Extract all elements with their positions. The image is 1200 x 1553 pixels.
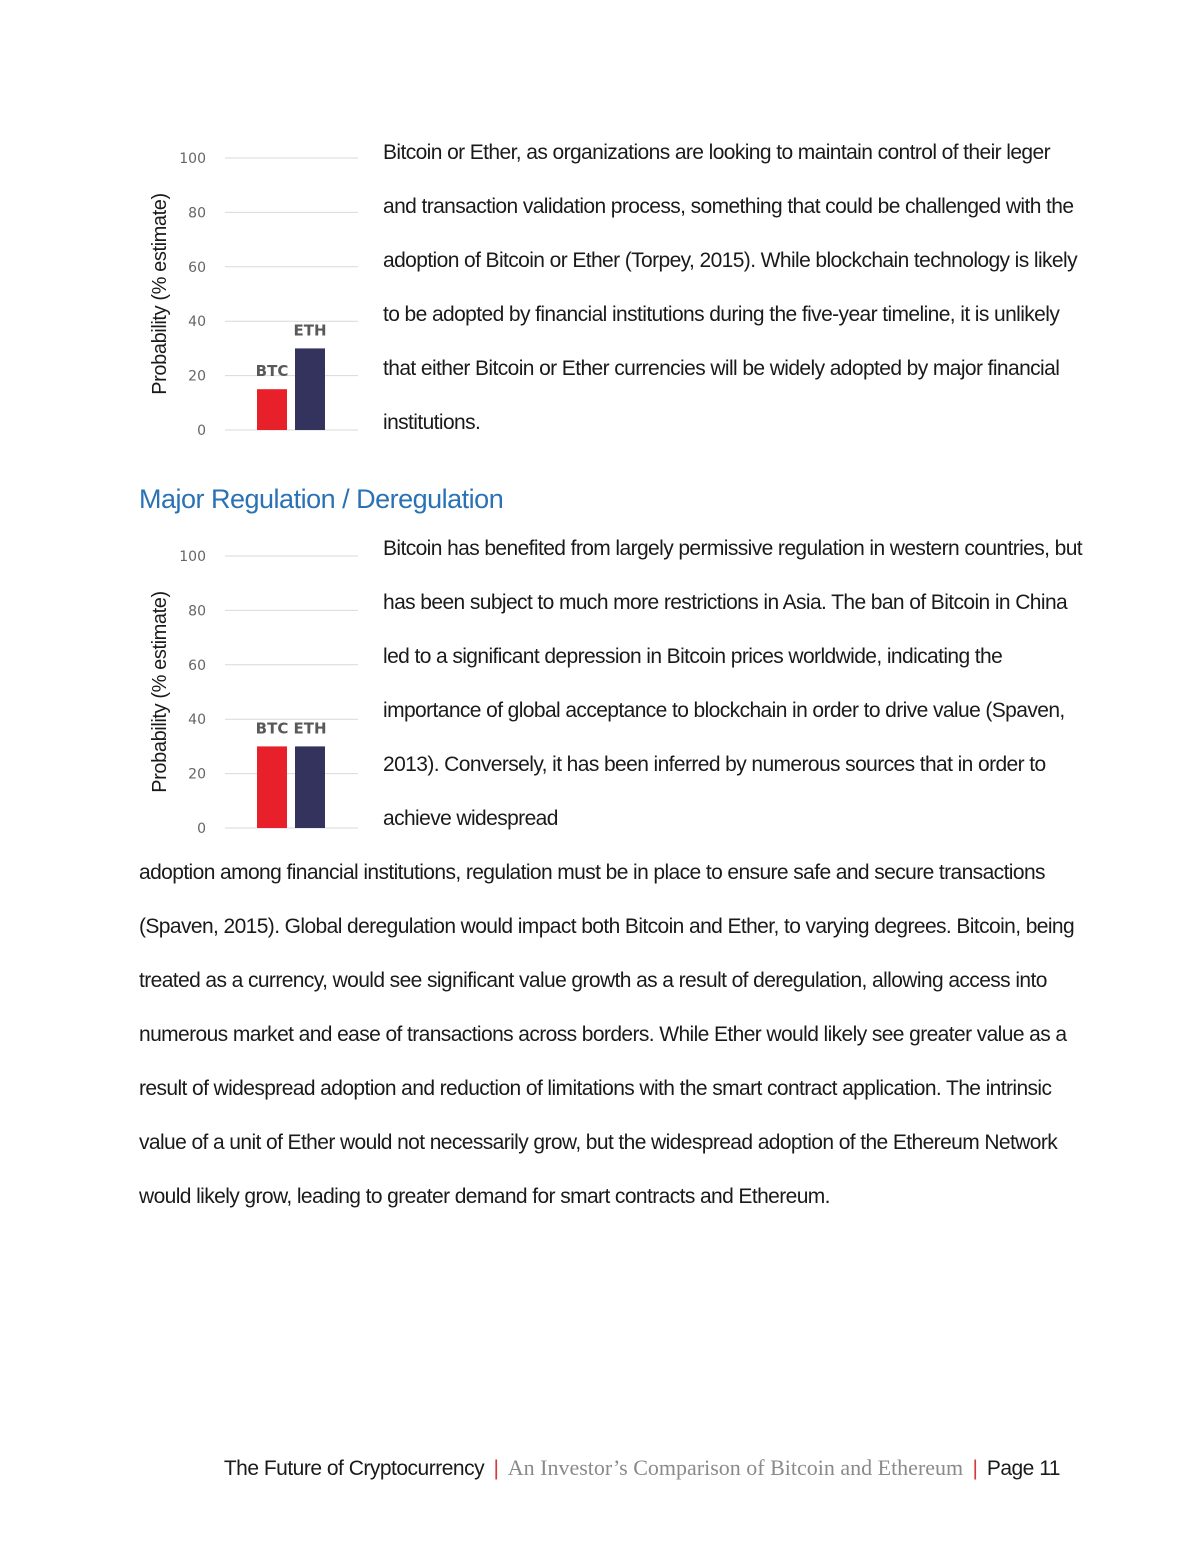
y-tick-label: 20: [188, 766, 206, 783]
y-tick-label: 60: [188, 259, 206, 276]
y-tick-label: 40: [188, 314, 206, 331]
footer-subtitle: An Investor’s Comparison of Bitcoin and Ethereum: [507, 1455, 964, 1480]
footer-separator: |: [972, 1457, 978, 1480]
regulation-paragraph-side: Bitcoin has benefited from largely permissive regulation in western countries, but has been subject to much more restrictions in Asia. The ban of Bitcoin in China led to a significant depression in Bitcoin prices worldwide, indicating the importance of global acceptance to blockchain in order to drive value (Spaven, 2013). Conversely, it has been inferred by numerous sources that in order to achieve widespread: [383, 537, 1083, 830]
bar-chart-svg: [140, 538, 370, 838]
page-footer: [0, 1455, 1060, 1481]
adoption-paragraph: Bitcoin or Ether, as organizations are looking to maintain control of their leger and transaction validation process, something that could be challenged with the adoption of Bitcoin or Ether (Torpey, 2015). While blockchain technology is likely to be adopted by financial institutions during the five-year timeline, it is unlikely that either Bitcoin or Ether currencies will be widely adopted by major financial institutions.: [383, 141, 1077, 434]
y-axis-label: Probability (% estimate): [149, 193, 171, 395]
y-tick-label: 60: [188, 657, 206, 674]
bar-label: BTC: [255, 362, 289, 381]
y-axis-label: Probability (% estimate): [149, 591, 171, 793]
bar-eth: [295, 348, 325, 430]
regulation-paragraph-full: adoption among financial institutions, regulation must be in place to ensure safe and secure transactions (Spaven, 2015). Global deregulation would impact both Bitcoin and Ether, to varying degrees. Bitcoin, being treated as a currency, would see significant value growth as a result of deregulation, allowing access into numerous market and ease of transactions across borders. While Ether would likely see greater value as a result of widespread adoption and reduction of limitations with the smart contract application. The intrinsic value of a unit of Ether would not necessarily grow, but the widespread adoption of the Ethereum Network would likely grow, leading to greater demand for smart contracts and Ethereum.: [139, 861, 1075, 1208]
bar-chart-svg: [140, 140, 370, 440]
y-tick-label: 0: [197, 821, 206, 837]
bar-label: BTC: [255, 719, 289, 738]
bar-label: ETH: [293, 719, 327, 738]
footer-page-number: Page 11: [986, 1457, 1060, 1480]
bar-btc: [257, 389, 287, 430]
btc-eth-adoption-chart: [140, 140, 370, 440]
y-tick-label: 100: [179, 151, 206, 167]
y-tick-label: 80: [188, 205, 206, 222]
y-tick-label: 20: [188, 368, 206, 385]
bar-eth: [295, 746, 325, 828]
y-tick-label: 40: [188, 712, 206, 729]
btc-eth-regulation-chart: [140, 538, 370, 838]
section-heading: Major Regulation / Deregulation: [139, 484, 504, 514]
footer-title: The Future of Cryptocurrency: [223, 1457, 485, 1480]
y-tick-label: 80: [188, 603, 206, 620]
bar-label: ETH: [293, 321, 327, 340]
y-tick-label: 0: [197, 423, 206, 439]
y-tick-label: 100: [179, 549, 206, 565]
footer-separator: |: [493, 1457, 499, 1480]
bar-btc: [257, 746, 287, 828]
